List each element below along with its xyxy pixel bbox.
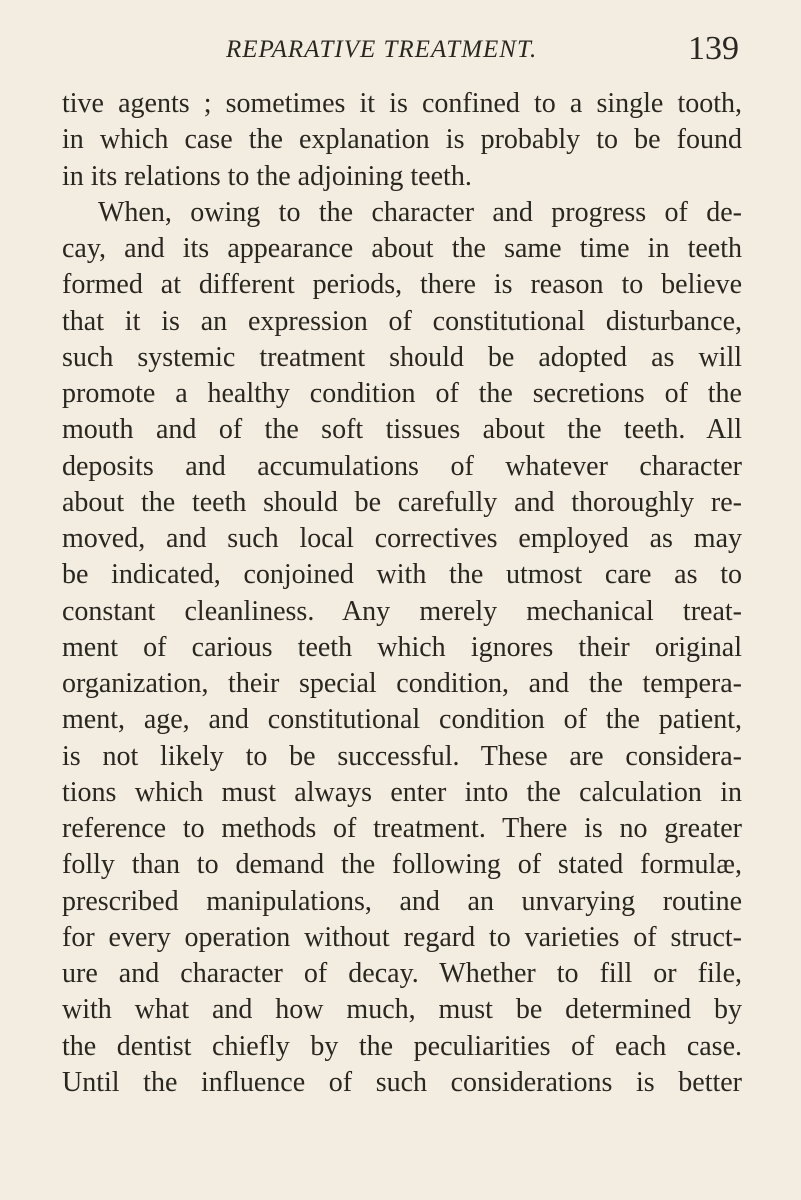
paragraph-start-line: When, owing to the character and progress of de- bbox=[98, 196, 742, 228]
text-line: tions which must always enter into the calculation in bbox=[62, 776, 742, 808]
text-line: tive agents ; sometimes it is confined to a single tooth, bbox=[62, 88, 742, 119]
text-line: deposits and accumulations of whatever character bbox=[62, 450, 742, 482]
text-line: with what and how much, must be determined by bbox=[62, 994, 742, 1026]
page-header bbox=[0, 30, 801, 80]
paragraph-end-line: in its relations to the adjoining teeth. bbox=[62, 160, 472, 192]
text-line: be indicated, conjoined with the utmost care as to bbox=[62, 559, 742, 591]
text-line: mouth and of the soft tissues about the teeth. All bbox=[62, 414, 742, 446]
running-head: REPARATIVE TREATMENT. bbox=[226, 36, 538, 63]
text-line: ment of carious teeth which ignores their original bbox=[62, 631, 742, 663]
text-line: the dentist chiefly by the peculiarities of each case. bbox=[62, 1030, 742, 1062]
text-line: such systemic treatment should be adopted as will bbox=[62, 341, 742, 373]
text-line: organization, their special condition, and the tempera- bbox=[62, 668, 742, 699]
text-line: about the teeth should be carefully and thoroughly re- bbox=[62, 486, 742, 518]
text-line: ment, age, and constitutional condition of the patient, bbox=[62, 704, 742, 736]
body-text bbox=[62, 86, 742, 1101]
text-line: moved, and such local correctives employed as may bbox=[62, 523, 742, 554]
text-line: prescribed manipulations, and an unvarying routine bbox=[62, 885, 742, 917]
text-line: reference to methods of treatment. There is no greater bbox=[62, 813, 742, 844]
text-line: is not likely to be successful. These are considera- bbox=[62, 740, 742, 772]
text-line: for every operation without regard to varieties of struct- bbox=[62, 921, 742, 953]
page-number: 139 bbox=[688, 30, 739, 67]
text-line: cay, and its appearance about the same time in teeth bbox=[62, 233, 742, 264]
text-line: ure and character of decay. Whether to fill or file, bbox=[62, 958, 742, 989]
text-line: constant cleanliness. Any merely mechanical treat- bbox=[62, 595, 742, 627]
text-line: Until the influence of such considerations is better bbox=[62, 1066, 742, 1098]
text-line: formed at different periods, there is reason to believe bbox=[62, 269, 742, 301]
text-line: promote a healthy condition of the secretions of the bbox=[62, 378, 742, 409]
text-line: folly than to demand the following of stated formulæ, bbox=[62, 849, 742, 881]
text-line: that it is an expression of constitutional disturbance, bbox=[62, 305, 742, 337]
text-line: in which case the explanation is probably to be found bbox=[62, 124, 742, 156]
